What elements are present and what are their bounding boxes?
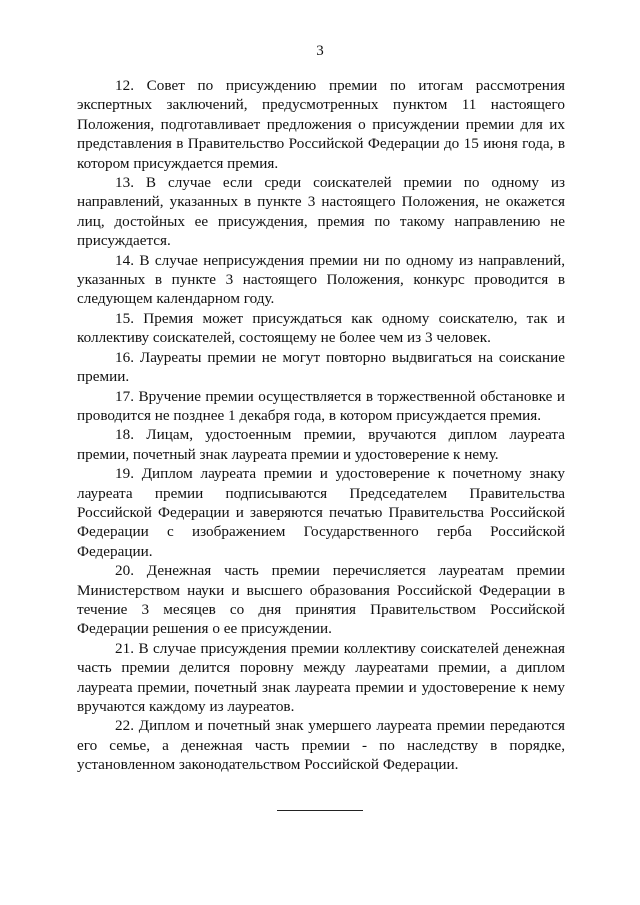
paragraph-19: 19. Диплом лауреата премии и удостоверение к почетному знаку лауреата премии подписываются Председателем Правительства Российской Федерации и заверяются печатью Правительства Российской Федерации с изображением Государственного герба Российской Федерации.	[77, 465, 565, 560]
paragraph-15: 15. Премия может присуждаться как одному соискателю, так и коллективу соискателей, состоящему не более чем из 3 человек.	[77, 309, 565, 347]
document-body	[77, 76, 565, 775]
paragraph-18: 18. Лицам, удостоенным премии, вручаются диплом лауреата премии, почетный знак лауреата премии и удостоверение к нему.	[77, 426, 565, 463]
paragraph-17: 17. Вручение премии осуществляется в торжественной обстановке и проводится не позднее 1 декабря года, в котором присуждается премия.	[77, 387, 565, 424]
paragraph-12: 12. Совет по присуждению премии по итогам рассмотрения экспертных заключений, предусмотренных пунктом 11 настоящего Положения, подготавливает предложения о присуждении премии для их представления в Правительство Российской Федерации до 15 июня года, в котором присуждается премия.	[77, 77, 565, 172]
paragraph-20: 20. Денежная часть премии перечисляется лауреатам премии Министерством науки и высшего образования Российской Федерации в течение 3 месяцев со дня принятия Правительством Российской Федерации решения о ее присуждении.	[77, 562, 565, 638]
closing-separator-line	[277, 810, 363, 811]
paragraph-13: 13. В случае если среди соискателей премии по одному из направлений, указанных в пункте 3 настоящего Положения, не окажется лиц, достойных ее присуждения, премия по такому направлению не присуждается.	[77, 174, 565, 250]
paragraph-22: 22. Диплом и почетный знак умершего лауреата премии передаются его семье, а денежная часть премии - по наследству в порядке, установленном законодательством Российской Федерации.	[77, 717, 565, 774]
paragraph-16: 16. Лауреаты премии не могут повторно выдвигаться на соискание премии.	[77, 348, 565, 386]
paragraph-21: 21. В случае присуждения премии коллективу соискателей денежная часть премии делится поровну между лауреатами премии, а диплом лауреата премии, почетный знак лауреата премии и удостоверение к нему вручаются каждому из лауреатов.	[77, 639, 565, 715]
page-number: 3	[316, 43, 324, 59]
paragraph-14: 14. В случае неприсуждения премии ни по одному из направлений, указанных в пункте 3 настоящего Положения, конкурс проводится в следующем календарном году.	[77, 251, 565, 308]
